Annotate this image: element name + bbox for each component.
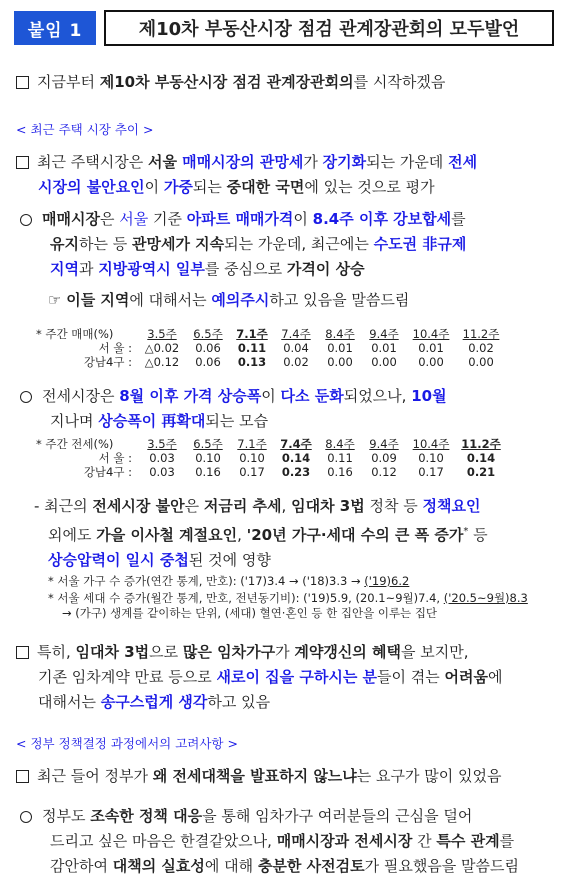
text-span: 7.1주 — [236, 327, 268, 341]
text-span: 가을 이사철 계절요인 — [96, 526, 238, 544]
text-span: 전세시장은 — [42, 387, 120, 405]
text-span: 상승압력이 일시 중첩 — [48, 551, 189, 569]
text-span: 과 — [78, 260, 99, 278]
text-span: 11.2주 — [461, 437, 501, 451]
text-span: 9.4주 — [369, 437, 399, 451]
text-span: 8.4주 이후 강보합세 — [312, 210, 452, 228]
text-span: , — [237, 526, 247, 544]
text-span: 서울 — [147, 153, 183, 171]
text-span: 를 — [451, 210, 466, 228]
paragraph-monitoring — [48, 288, 409, 313]
square-bullet-icon — [16, 156, 29, 169]
text-line — [16, 690, 561, 715]
text-span: 전세시장 불안 — [92, 497, 185, 515]
text-span: 감안하여 — [50, 857, 113, 875]
text-span: 서 울 : — [98, 451, 132, 465]
text-span: 7.1주 — [237, 437, 267, 451]
text-span: 강남4구 : — [83, 465, 132, 479]
text-span: 가 — [303, 153, 323, 171]
text-line — [20, 804, 565, 829]
text-span: 0.01 — [371, 341, 397, 355]
text-span: 0.00 — [371, 355, 397, 369]
text-line — [20, 829, 565, 854]
table-row — [36, 465, 506, 479]
text-span: 이 — [144, 178, 164, 196]
paragraph-demand — [16, 764, 502, 789]
text-span: 0.04 — [283, 341, 309, 355]
text-span: 가격이 상승 — [286, 260, 365, 278]
section-title-policy: < 정부 정책결정 과정에서의 고려사항 > — [16, 736, 238, 751]
text-span: 11.2주 — [462, 327, 500, 341]
text-span: 0.01 — [327, 341, 353, 355]
text-span: 수도권 非규제 — [373, 235, 467, 253]
text-span: 임대차 3법 — [75, 643, 150, 661]
text-span: 0.09 — [371, 451, 397, 465]
text-span: 임대차 3법 — [291, 497, 365, 515]
text-span: 0.06 — [195, 341, 221, 355]
intro-text: 지금부터 — [37, 73, 100, 91]
text-line — [20, 257, 565, 282]
text-span: 0.10 — [418, 451, 444, 465]
text-span: 이 — [261, 387, 281, 405]
text-span: 간 — [412, 832, 437, 850]
text-span: 6.5주 — [193, 327, 223, 341]
text-span: 하고 있음을 말씀드림 — [269, 291, 410, 309]
text-line — [34, 519, 564, 548]
text-span: 예의주시 — [211, 291, 270, 309]
text-span: 대해서는 — [38, 693, 101, 711]
paragraph-sales-market — [20, 207, 565, 282]
text-span: 최근 주택시장은 — [37, 153, 148, 171]
square-bullet-icon — [16, 76, 29, 89]
text-span: 를 중심으로 — [204, 260, 287, 278]
text-span: 매매시장과 전세시장 — [276, 832, 413, 850]
text-span: 되는 가운데, 최근에는 — [224, 235, 374, 253]
text-span: 드리고 싶은 마음은 한결같았으나, — [50, 832, 277, 850]
text-span: 매매시장의 관망세 — [182, 153, 304, 171]
text-span: 를 — [499, 832, 515, 850]
text-span: 특히, — [37, 643, 76, 661]
text-span: 10월 — [411, 387, 447, 405]
text-line — [48, 591, 563, 606]
text-span: 되는 가운데 — [366, 153, 449, 171]
text-span: 정책요인 — [422, 497, 481, 515]
text-span: 충분한 사전검토 — [257, 857, 365, 875]
text-span: 특수 관계 — [436, 832, 500, 850]
text-span: 계약갱신의 혜택 — [294, 643, 401, 661]
text-span: 0.17 — [239, 465, 265, 479]
circle-bullet-icon — [20, 391, 32, 403]
text-span: 에 — [488, 668, 503, 686]
text-span: 8.4주 — [325, 437, 355, 451]
text-span: 중대한 국면 — [226, 178, 305, 196]
text-span: 된 것에 영향 — [188, 551, 271, 569]
text-span: 10.4주 — [412, 437, 450, 451]
square-bullet-icon — [16, 770, 29, 783]
text-span: 어려움 — [444, 668, 489, 686]
text-span: 매매시장 — [42, 210, 100, 228]
text-span: 정부도 — [42, 807, 91, 825]
text-span: 가 — [275, 643, 295, 661]
text-line — [16, 150, 561, 175]
text-span: 시장의 불안요인 — [38, 178, 145, 196]
text-span: '20년 가구·세대 수의 큰 폭 증가 — [246, 526, 464, 544]
text-span: 서울 — [119, 210, 149, 228]
square-bullet-icon — [16, 646, 29, 659]
text-span: 0.11 — [327, 451, 353, 465]
text-line — [20, 232, 565, 257]
text-span: 7.4주 — [280, 437, 312, 451]
text-span: 0.17 — [418, 465, 444, 479]
text-span: 되는 모습 — [205, 412, 269, 430]
text-span: 0.00 — [468, 355, 494, 369]
text-span: - 최근의 — [34, 497, 93, 515]
text-span: 송구스럽게 생각 — [100, 693, 208, 711]
text-span: 상승폭이 再확대 — [98, 412, 206, 430]
text-span: 0.16 — [195, 465, 221, 479]
text-span: 0.02 — [468, 341, 494, 355]
text-span: 0.10 — [239, 451, 265, 465]
text-span: 은 — [184, 497, 204, 515]
text-span: 외에도 — [48, 526, 97, 544]
footnotes — [48, 574, 563, 621]
text-span: 을 통해 임차가구 여러분들의 근심을 덜어 — [202, 807, 473, 825]
text-span: 3.5주 — [147, 327, 177, 341]
table-row — [36, 355, 506, 369]
paragraph-market-overview — [16, 150, 561, 200]
intro-bold: 제10차 부동산시장 점검 관계장관회의 — [99, 73, 354, 91]
text-span: 0.23 — [281, 465, 311, 479]
text-span: 새로이 집을 구하시는 분 — [216, 668, 378, 686]
text-span: → (가구) 생계를 같이하는 단위, (세대) 혈연·혼인 등 한 집안을 이루는 집단 — [62, 606, 438, 620]
text-span: 많은 임차가구 — [182, 643, 276, 661]
intro-paragraph — [16, 70, 445, 95]
text-span: 하는 등 — [78, 235, 132, 253]
text-span: 0.21 — [466, 465, 496, 479]
text-line — [20, 384, 565, 409]
text-span: * 주간 매매(%) — [36, 327, 114, 341]
text-span: * 주간 전세(%) — [36, 437, 114, 451]
text-line — [16, 175, 561, 200]
text-span: 0.11 — [237, 341, 267, 355]
text-span: 0.03 — [149, 465, 175, 479]
text-span: 등 — [468, 526, 488, 544]
text-span: 0.00 — [418, 355, 444, 369]
text-span: △0.02 — [144, 341, 180, 355]
text-span: 지역 — [50, 260, 79, 278]
text-line — [20, 409, 565, 434]
text-span: 은 — [99, 210, 120, 228]
text-span: 8월 이후 가격 상승폭 — [119, 387, 262, 405]
text-span: 6.5주 — [193, 437, 223, 451]
text-span: 0.14 — [466, 451, 496, 465]
text-span: 대책의 실효성 — [112, 857, 205, 875]
text-span: 8.4주 — [325, 327, 355, 341]
weekly-lease-table — [36, 437, 506, 479]
text-span: 3.5주 — [147, 437, 177, 451]
text-span: 0.00 — [327, 355, 353, 369]
text-span: 이 — [293, 210, 313, 228]
text-span: 7.4주 — [281, 327, 311, 341]
text-span: 아파트 매매가격 — [186, 210, 294, 228]
text-span: 10.4주 — [412, 327, 450, 341]
text-line — [48, 574, 563, 589]
text-span: 유지 — [50, 235, 79, 253]
text-span: 기존 임차계약 만료 등으로 — [38, 668, 217, 686]
text-line — [16, 640, 561, 665]
text-span: ('19)6.2 — [364, 574, 410, 588]
paragraph-lessee-difficulty — [16, 640, 561, 715]
text-span: 장기화 — [322, 153, 367, 171]
text-span: 가 필요했음을 말씀드림 — [364, 857, 520, 875]
text-span: 0.03 — [149, 451, 175, 465]
text-span: 서 울 : — [98, 341, 132, 355]
table-row — [36, 451, 506, 465]
text-span: 최근 들어 정부가 — [37, 767, 153, 785]
text-line — [34, 494, 564, 519]
text-span: 저금리 추세 — [203, 497, 282, 515]
text-line — [34, 548, 564, 573]
circle-bullet-icon — [20, 214, 32, 226]
text-span: 에 있는 것으로 평가 — [304, 178, 435, 196]
text-span: , — [281, 497, 292, 515]
text-span: 되었으나, — [343, 387, 412, 405]
text-line — [20, 854, 565, 879]
text-span: 을 보지만, — [401, 643, 469, 661]
text-span: * — [463, 526, 469, 537]
text-span: 되는 — [192, 178, 227, 196]
text-span: 9.4주 — [369, 327, 399, 341]
weekly-sales-table — [36, 327, 506, 369]
text-span: 0.14 — [281, 451, 311, 465]
text-span: 0.12 — [371, 465, 397, 479]
text-span: 0.06 — [195, 355, 221, 369]
paragraph-lease-market — [20, 384, 565, 434]
circle-bullet-icon — [20, 811, 32, 823]
table-row — [36, 341, 506, 355]
paragraph-lease-causes — [34, 494, 564, 573]
text-span: 0.02 — [283, 355, 309, 369]
text-span: 0.16 — [327, 465, 353, 479]
text-span: 는 요구가 많이 있었음 — [356, 767, 502, 785]
text-span: 하고 있음 — [207, 693, 271, 711]
text-span: 이들 지역 — [66, 291, 130, 309]
text-span: 들이 겪는 — [377, 668, 445, 686]
text-span: 지나며 — [50, 412, 99, 430]
text-span: 정착 등 — [364, 497, 423, 515]
text-span: 가중 — [163, 178, 193, 196]
text-span: * 서울 세대 수 증가(월간 통계, 만호, 전년동기비): ('19)5.9, (20.1~9월)7.4, — [48, 591, 444, 605]
table-header-row — [36, 327, 506, 341]
text-span: 0.13 — [237, 355, 267, 369]
text-span: 왜 전세대책을 발표하지 않느냐 — [152, 767, 357, 785]
text-span: ('20.5~9월)8.3 — [443, 591, 528, 605]
paragraph-government-stance — [20, 804, 565, 879]
section-title-market: < 최근 주택 시장 추이 > — [16, 122, 154, 137]
text-span: 0.10 — [195, 451, 221, 465]
text-span: 강남4구 : — [83, 355, 132, 369]
document-title: 제10차 부동산시장 점검 관계장관회의 모두발언 — [104, 10, 554, 46]
text-span: 에 대해 — [204, 857, 258, 875]
text-line — [16, 665, 561, 690]
appendix-badge: 붙임 1 — [14, 11, 96, 45]
text-span: △0.12 — [144, 355, 180, 369]
intro-text-end: 를 시작하겠음 — [353, 73, 446, 91]
text-span: 다소 둔화 — [280, 387, 344, 405]
text-span: 지방광역시 일부 — [98, 260, 205, 278]
text-span: 전세 — [448, 153, 478, 171]
text-span: 관망세가 지속 — [132, 235, 225, 253]
text-span: 기준 — [148, 210, 187, 228]
text-span: 조속한 정책 대응 — [90, 807, 203, 825]
text-span: * 서울 가구 수 증가(연간 통계, 만호): ('17)3.4 → ('18)3.3 → — [48, 574, 365, 588]
table-header-row — [36, 437, 506, 451]
text-line — [20, 207, 565, 232]
pointing-hand-icon: ☞ — [48, 291, 67, 309]
text-span: 으로 — [149, 643, 183, 661]
text-span: 에 대해서는 — [129, 291, 212, 309]
text-span: 0.01 — [418, 341, 444, 355]
